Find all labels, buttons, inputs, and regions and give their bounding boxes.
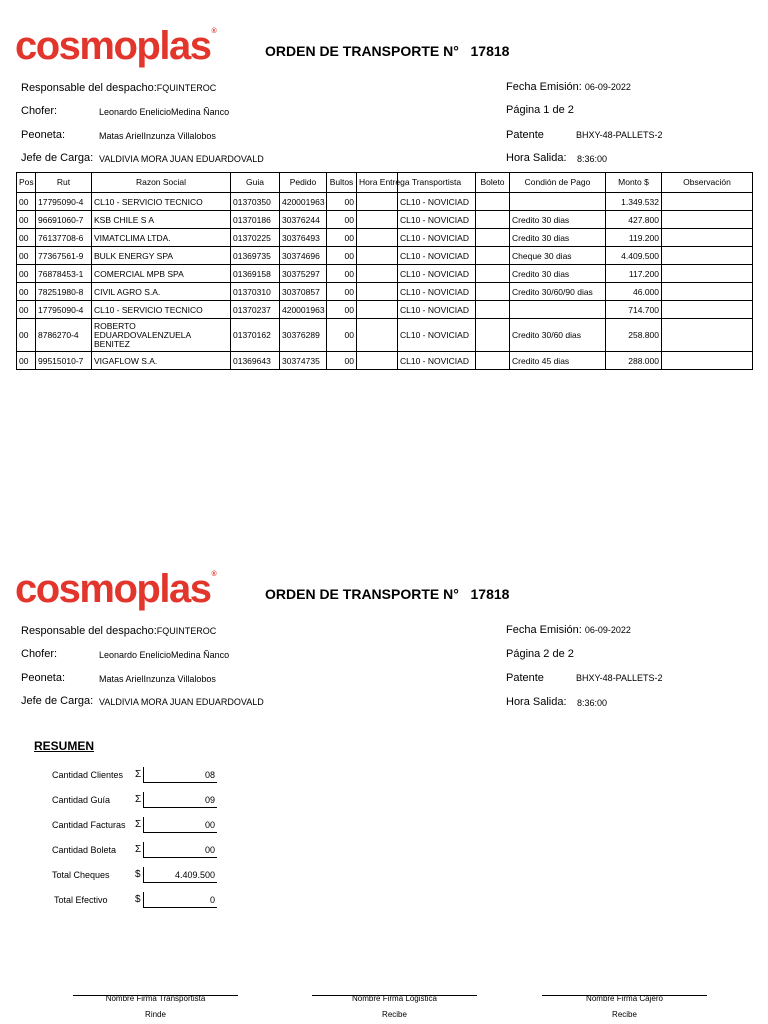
order-title-page2: ORDEN DE TRANSPORTE N° 17818 bbox=[265, 586, 510, 602]
table-cell: 117.200 bbox=[606, 265, 662, 283]
table-cell bbox=[662, 301, 753, 319]
resumen-symbol: Σ bbox=[135, 819, 142, 830]
table-cell: Credito 45 dias bbox=[510, 352, 606, 370]
table-cell: 00 bbox=[327, 247, 357, 265]
chofer-label-page2: Chofer: bbox=[21, 648, 58, 660]
hora-label-page2: Hora Salida: bbox=[506, 696, 567, 708]
table-cell: 288.000 bbox=[606, 352, 662, 370]
resumen-label: Total Efectivo bbox=[54, 895, 108, 905]
column-header: Condión de Pago bbox=[510, 173, 606, 193]
hora-value: 8:36:00 bbox=[577, 154, 608, 164]
table-cell: 01370237 bbox=[231, 301, 280, 319]
cosmoplas-logo: cosmoplas® bbox=[15, 24, 217, 68]
table-cell: 76878453-1 bbox=[36, 265, 92, 283]
table-cell: 258.800 bbox=[606, 319, 662, 352]
table-cell: CL10 - NOVICIAD bbox=[398, 352, 476, 370]
resumen-label: Cantidad Clientes bbox=[52, 770, 124, 780]
table-cell bbox=[662, 247, 753, 265]
responsable-row: Responsable del despacho:FQUINTEROC bbox=[21, 82, 217, 94]
resumen-symbol: Σ bbox=[135, 769, 142, 780]
table-cell: 30374696 bbox=[280, 247, 327, 265]
table-cell: 76137708-6 bbox=[36, 229, 92, 247]
table-cell: Credito 30/60/90 dias bbox=[510, 283, 606, 301]
table-cell bbox=[476, 265, 510, 283]
table-cell: 77367561-9 bbox=[36, 247, 92, 265]
table-cell bbox=[357, 229, 398, 247]
table-cell: 00 bbox=[327, 193, 357, 211]
table-header-row bbox=[17, 173, 753, 193]
patente-label: Patente bbox=[506, 129, 544, 141]
resumen-value: 00 bbox=[143, 842, 217, 858]
table-cell bbox=[357, 352, 398, 370]
table-cell: 30374735 bbox=[280, 352, 327, 370]
table-cell bbox=[476, 283, 510, 301]
resumen-value: 00 bbox=[143, 817, 217, 833]
table-cell: Cheque 30 dias bbox=[510, 247, 606, 265]
table-cell: CL10 - SERVICIO TECNICO bbox=[92, 301, 231, 319]
table-cell bbox=[357, 247, 398, 265]
table-cell: 99515010-7 bbox=[36, 352, 92, 370]
table-cell: VIGAFLOW S.A. bbox=[92, 352, 231, 370]
table-cell: 00 bbox=[327, 352, 357, 370]
pagina-label-page2: Página 2 de 2 bbox=[506, 648, 574, 660]
resumen-value: 4.409.500 bbox=[143, 867, 217, 883]
table-cell: 30370857 bbox=[280, 283, 327, 301]
signature-name: Nombre Firma Transportista bbox=[105, 994, 206, 1003]
table-cell: 00 bbox=[17, 193, 36, 211]
table-cell: 00 bbox=[327, 265, 357, 283]
table-cell bbox=[476, 319, 510, 352]
table-cell bbox=[476, 301, 510, 319]
table-row bbox=[17, 247, 753, 265]
patente-value: BHXY-48-PALLETS-2 bbox=[576, 130, 663, 140]
table-cell: 00 bbox=[17, 283, 36, 301]
table-cell: 01370162 bbox=[231, 319, 280, 352]
table-row bbox=[17, 229, 753, 247]
table-cell: 46.000 bbox=[606, 283, 662, 301]
peoneta-label: Peoneta: bbox=[21, 129, 66, 141]
table-cell: 01370186 bbox=[231, 211, 280, 229]
table-cell: 17795090-4 bbox=[36, 193, 92, 211]
table-cell: 30375297 bbox=[280, 265, 327, 283]
table-cell: 00 bbox=[17, 265, 36, 283]
column-header: Pos bbox=[17, 173, 36, 193]
table-cell: 01370350 bbox=[231, 193, 280, 211]
table-cell bbox=[357, 193, 398, 211]
table-cell: 01369158 bbox=[231, 265, 280, 283]
table-cell: CL10 - NOVICIAD bbox=[398, 229, 476, 247]
table-row bbox=[17, 193, 753, 211]
table-cell: CL10 - NOVICIAD bbox=[398, 193, 476, 211]
chofer-value: Leonardo EnelicioMedina Ñanco bbox=[99, 107, 230, 117]
responsable-row-page2: Responsable del despacho:FQUINTEROC bbox=[21, 625, 217, 637]
table-cell bbox=[662, 193, 753, 211]
peoneta-value: Matas ArielInzunza Villalobos bbox=[99, 131, 216, 141]
table-cell: 714.700 bbox=[606, 301, 662, 319]
table-cell: CIVIL AGRO S.A. bbox=[92, 283, 231, 301]
table-cell: 00 bbox=[327, 229, 357, 247]
table-cell: 420001963 bbox=[280, 301, 327, 319]
resumen-value: 08 bbox=[143, 767, 217, 783]
table-cell: 30376244 bbox=[280, 211, 327, 229]
chofer-value-page2: Leonardo EnelicioMedina Ñanco bbox=[99, 650, 230, 660]
column-header: Bultos bbox=[327, 173, 357, 193]
table-cell: 17795090-4 bbox=[36, 301, 92, 319]
resumen-label: Cantidad Guía bbox=[52, 795, 111, 805]
table-cell bbox=[476, 247, 510, 265]
pagina-label: Página 1 de 2 bbox=[506, 104, 574, 116]
table-row bbox=[17, 211, 753, 229]
table-cell: Credito 30 dias bbox=[510, 229, 606, 247]
signature-action: Recibe bbox=[382, 1010, 407, 1019]
table-cell: 00 bbox=[17, 211, 36, 229]
table-cell: 78251980-8 bbox=[36, 283, 92, 301]
column-header: Guia bbox=[231, 173, 280, 193]
table-cell bbox=[662, 283, 753, 301]
table-cell: Credito 30 dias bbox=[510, 211, 606, 229]
table-cell: CL10 - NOVICIAD bbox=[398, 319, 476, 352]
column-header: Observación bbox=[662, 173, 753, 193]
signature-name: Nombre Firma Cajero bbox=[586, 994, 663, 1003]
resumen-value: 0 bbox=[143, 892, 217, 908]
chofer-label: Chofer: bbox=[21, 105, 58, 117]
table-cell bbox=[476, 211, 510, 229]
table-cell: KSB CHILE S A bbox=[92, 211, 231, 229]
resumen-symbol: Σ bbox=[135, 844, 142, 855]
table-cell: COMERCIAL MPB SPA bbox=[92, 265, 231, 283]
table-cell: 30376289 bbox=[280, 319, 327, 352]
table-cell: 01370310 bbox=[231, 283, 280, 301]
resumen-label: Total Cheques bbox=[52, 870, 110, 880]
table-cell bbox=[662, 265, 753, 283]
table-cell: 1.349.532 bbox=[606, 193, 662, 211]
table-cell: CL10 - NOVICIAD bbox=[398, 301, 476, 319]
table-cell: Credito 30 dias bbox=[510, 265, 606, 283]
table-cell bbox=[357, 265, 398, 283]
table-cell bbox=[662, 211, 753, 229]
jefe-value-page2: VALDIVIA MORA JUAN EDUARDOVALD bbox=[99, 697, 264, 707]
column-header: Transportista bbox=[398, 173, 476, 193]
table-cell: 8786270-4 bbox=[36, 319, 92, 352]
resumen-label: Cantidad Boleta bbox=[52, 845, 117, 855]
table-cell: 00 bbox=[327, 283, 357, 301]
table-cell: 427.800 bbox=[606, 211, 662, 229]
peoneta-value-page2: Matas ArielInzunza Villalobos bbox=[99, 674, 216, 684]
table-cell: VIMATCLIMA LTDA. bbox=[92, 229, 231, 247]
signature-action: Recibe bbox=[612, 1010, 637, 1019]
hora-value-page2: 8:36:00 bbox=[577, 698, 608, 708]
table-cell: 01369643 bbox=[231, 352, 280, 370]
table-cell bbox=[476, 352, 510, 370]
hora-label: Hora Salida: bbox=[506, 152, 567, 164]
resumen-symbol: $ bbox=[135, 894, 141, 905]
table-cell: 00 bbox=[327, 301, 357, 319]
resumen-value: 09 bbox=[143, 792, 217, 808]
signature-action: Rinde bbox=[145, 1010, 166, 1019]
table-cell bbox=[357, 301, 398, 319]
table-cell: 119.200 bbox=[606, 229, 662, 247]
table-cell bbox=[476, 229, 510, 247]
fecha-row: Fecha Emisión: 06-09-2022 bbox=[506, 81, 631, 93]
table-cell: Credito 30/60 dias bbox=[510, 319, 606, 352]
column-header: Monto $ bbox=[606, 173, 662, 193]
table-row bbox=[17, 319, 753, 352]
table-cell: 30376493 bbox=[280, 229, 327, 247]
table-cell bbox=[510, 193, 606, 211]
table-cell: CL10 - NOVICIAD bbox=[398, 211, 476, 229]
order-title: ORDEN DE TRANSPORTE N° 17818 bbox=[265, 43, 510, 59]
table-cell: 01370225 bbox=[231, 229, 280, 247]
table-cell: 00 bbox=[327, 319, 357, 352]
cosmoplas-logo-page2: cosmoplas® bbox=[15, 567, 217, 611]
jefe-label: Jefe de Carga: bbox=[21, 152, 94, 164]
table-cell: 01369735 bbox=[231, 247, 280, 265]
column-header: Rut bbox=[36, 173, 92, 193]
table-cell: 00 bbox=[17, 301, 36, 319]
table-cell bbox=[357, 319, 398, 352]
table-cell: CL10 - NOVICIAD bbox=[398, 283, 476, 301]
table-cell: 00 bbox=[17, 319, 36, 352]
column-header: Boleto bbox=[476, 173, 510, 193]
table-cell bbox=[662, 352, 753, 370]
table-cell: 420001963 bbox=[280, 193, 327, 211]
column-header: Pedido bbox=[280, 173, 327, 193]
column-header: Hora Entrega bbox=[357, 173, 398, 193]
table-cell: 96691060-7 bbox=[36, 211, 92, 229]
table-cell: CL10 - NOVICIAD bbox=[398, 265, 476, 283]
peoneta-label-page2: Peoneta: bbox=[21, 672, 66, 684]
column-header: Razon Social bbox=[92, 173, 231, 193]
table-cell bbox=[662, 229, 753, 247]
table-cell bbox=[476, 193, 510, 211]
resumen-title: RESUMEN bbox=[34, 739, 95, 753]
table-row bbox=[17, 352, 753, 370]
table-cell: BULK ENERGY SPA bbox=[92, 247, 231, 265]
table-cell: 00 bbox=[17, 229, 36, 247]
jefe-label-page2: Jefe de Carga: bbox=[21, 695, 94, 707]
table-body bbox=[17, 193, 753, 370]
signature-name: Nombre Firma Logistica bbox=[352, 994, 437, 1003]
transport-table bbox=[16, 172, 753, 370]
resumen-label: Cantidad Facturas bbox=[52, 820, 126, 830]
table-cell bbox=[357, 211, 398, 229]
jefe-value: VALDIVIA MORA JUAN EDUARDOVALD bbox=[99, 154, 264, 164]
table-row bbox=[17, 283, 753, 301]
table-cell bbox=[662, 319, 753, 352]
resumen-symbol: Σ bbox=[135, 794, 142, 805]
table-cell: 00 bbox=[327, 211, 357, 229]
table-cell bbox=[357, 283, 398, 301]
fecha-row-page2: Fecha Emisión: 06-09-2022 bbox=[506, 624, 631, 636]
resumen-symbol: $ bbox=[135, 869, 141, 880]
table-cell: 4.409.500 bbox=[606, 247, 662, 265]
table-cell: 00 bbox=[17, 352, 36, 370]
table-cell bbox=[510, 301, 606, 319]
table-cell: CL10 - NOVICIAD bbox=[398, 247, 476, 265]
table-cell: CL10 - SERVICIO TECNICO bbox=[92, 193, 231, 211]
table-cell: ROBERTO EDUARDOVALENZUELA BENITEZ bbox=[92, 319, 231, 352]
table-row bbox=[17, 265, 753, 283]
patente-label-page2: Patente bbox=[506, 672, 544, 684]
patente-value-page2: BHXY-48-PALLETS-2 bbox=[576, 673, 663, 683]
table-row bbox=[17, 301, 753, 319]
table-cell: 00 bbox=[17, 247, 36, 265]
